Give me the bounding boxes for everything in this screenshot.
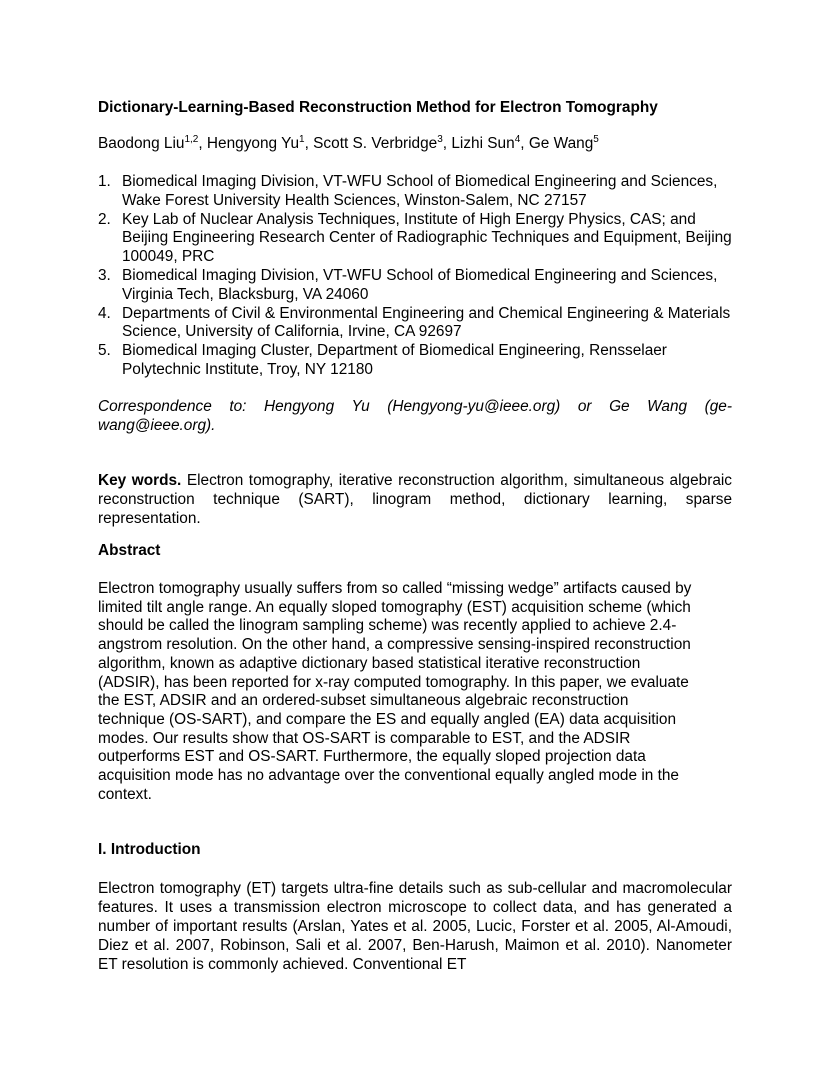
- author-separator: ,: [442, 135, 452, 152]
- author-name: Lizhi Sun: [451, 135, 515, 152]
- affiliation-number: 4.: [98, 304, 111, 322]
- author-name: Scott S. Verbridge: [313, 135, 438, 152]
- affiliation-number: 1.: [98, 173, 111, 190]
- author-separator: ,: [520, 135, 529, 152]
- affiliation-number: 3.: [98, 266, 111, 284]
- affiliation-list: [98, 173, 738, 380]
- author-affiliation-mark: 1: [299, 134, 305, 145]
- keywords-paragraph: [98, 471, 732, 528]
- affiliation-item: [98, 305, 738, 343]
- abstract-line: technique (OS-SART), and compare the ES and equally angled (EA) data acquisition: [98, 710, 677, 728]
- abstract-line: (ADSIR), has been reported for x-ray computed tomography. In this paper, we evaluate: [98, 673, 689, 691]
- introduction-body: Electron tomography (ET) targets ultra-fine details such as sub-cellular and macromolecular features. It uses a transmission electron microscope to collect data, and has generated a number of important results (Arslan, Yates et al. 2005, Lucic, Forster et al. 2005, Al-Amoudi, Diez et al. 2007, Robinson, Sali et al. 2007, Ben-Harush, Maimon et al. 2010). Nanometer ET resolution is commonly achieved. Conventional ET: [98, 880, 732, 973]
- affiliation-text: Key Lab of Nuclear Analysis Techniques, Institute of High Energy Physics, CAS; and Beijing Engineering Research Center of Radiographic Techniques and Equipment, Beijing 100049, PRC: [122, 210, 732, 266]
- abstract-line: modes. Our results show that OS-SART is comparable to EST, and the ADSIR: [98, 729, 631, 747]
- author-list: [98, 132, 738, 156]
- abstract-heading: Abstract: [98, 542, 161, 559]
- author-name: Hengyong Yu: [206, 135, 300, 152]
- affiliation-item: [98, 211, 738, 267]
- affiliation-item: [98, 173, 738, 211]
- abstract-line: limited tilt angle range. An equally sloped tomography (EST) acquisition scheme (which: [98, 598, 691, 616]
- affiliation-item: [98, 342, 738, 380]
- abstract-body: [98, 580, 732, 804]
- author-affiliation-mark: 4: [514, 134, 521, 145]
- abstract-line: outperforms EST and OS-SART. Furthermore, the equally sloped projection data: [98, 748, 646, 766]
- abstract-line: should be called the linogram sampling scheme) was recently applied to achieve 2.4-: [98, 617, 677, 635]
- abstract-line: angstrom resolution. On the other hand, a compressive sensing-inspired reconstruction: [98, 636, 691, 654]
- affiliation-text: Biomedical Imaging Division, VT-WFU School of Biomedical Engineering and Sciences, Virginia Tech, Blacksburg, VA 24060: [122, 266, 718, 303]
- keywords-label: Key words.: [98, 472, 182, 489]
- abstract-line: context.: [98, 785, 152, 803]
- author-separator: ,: [198, 135, 207, 152]
- affiliation-item: [98, 267, 738, 305]
- author-affiliation-mark: 1,2: [184, 134, 199, 145]
- author-affiliation-mark: 3: [437, 134, 443, 145]
- paper-title: Dictionary-Learning-Based Reconstruction Method for Electron Tomography: [98, 99, 658, 116]
- author-separator: ,: [304, 135, 314, 152]
- affiliation-text: Biomedical Imaging Division, VT-WFU School of Biomedical Engineering and Sciences, Wake Forest University Health Sciences, Winston-Salem, NC 27157: [122, 173, 718, 209]
- author-name: Ge Wang: [528, 135, 594, 152]
- affiliation-text: Biomedical Imaging Cluster, Department of Biomedical Engineering, Rensselaer Polytechnic Institute, Troy, NY 12180: [122, 342, 667, 378]
- author-affiliation-mark: 5: [593, 134, 599, 145]
- introduction-heading: I. Introduction: [98, 841, 201, 858]
- abstract-line: the EST, ADSIR and an ordered-subset simultaneous algebraic reconstruction: [98, 692, 629, 710]
- abstract-line: Electron tomography usually suffers from so called “missing wedge” artifacts caused by: [98, 580, 692, 597]
- abstract-line: acquisition mode has no advantage over the conventional equally angled mode in the: [98, 767, 679, 785]
- affiliation-text: Departments of Civil & Environmental Engineering and Chemical Engineering & Materials Science, University of California, Irvine, CA 92697: [122, 304, 731, 341]
- keywords-text: Electron tomography, iterative reconstruction algorithm, simultaneous algebraic reconstruction technique (SART), linogram method, dictionary learning, sparse representation.: [98, 472, 732, 527]
- affiliation-number: 5.: [98, 342, 111, 360]
- correspondence-note: Correspondence to: Hengyong Yu (Hengyong-yu@ieee.org) or Ge Wang (ge-wang@ieee.org).: [98, 398, 732, 434]
- author-name: Baodong Liu: [98, 135, 185, 152]
- affiliation-number: 2.: [98, 210, 111, 228]
- abstract-line: algorithm, known as adaptive dictionary based statistical iterative reconstruction: [98, 654, 641, 672]
